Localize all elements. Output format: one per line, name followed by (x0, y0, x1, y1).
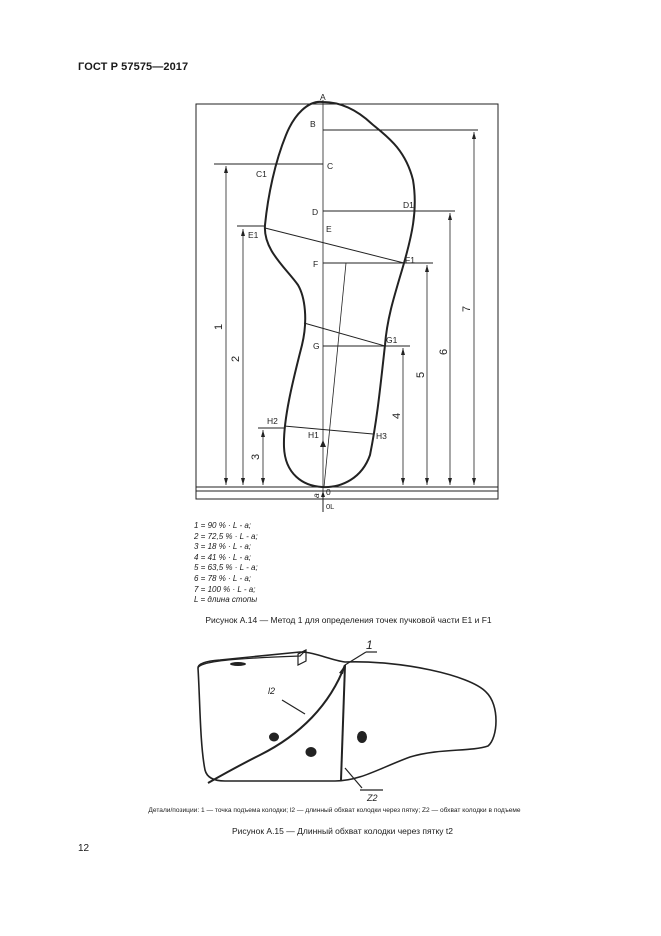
label-e: E (326, 224, 332, 234)
label-z2: Z2 (367, 793, 378, 803)
z2-girth-line (341, 665, 345, 780)
label-h1: H1 (308, 430, 319, 440)
label-f1: F1 (405, 255, 415, 265)
label-g1: G1 (386, 335, 398, 345)
dimension-5: 5 (415, 371, 427, 378)
dimension-3: 3 (250, 453, 262, 460)
document-header: ГОСТ Р 57575—2017 (78, 61, 189, 73)
label-l2: l2 (268, 686, 276, 696)
label-zero-l: 0L (326, 502, 335, 511)
f-to-0-line (324, 263, 346, 487)
legend-item: 3 = 18 % · L - a; (194, 542, 251, 552)
last-hole-1 (269, 733, 279, 742)
page-number: 12 (78, 843, 90, 854)
label-c: C (327, 161, 334, 171)
figure-a14-legend (194, 521, 258, 606)
label-g: G (313, 341, 320, 351)
legend-item: 4 = 41 % · L - a; (194, 552, 251, 562)
dimension-2: 2 (230, 355, 242, 362)
label-h3: H3 (376, 431, 387, 441)
figure-a15-note: Детали/позиции: 1 — точка подъема колодки; l2 — длинный обхват колодки через пятку; Z2 — обхват колодки в подъеме (148, 807, 521, 814)
figure-a15-caption: Рисунок А.15 — Длинный обхват колодки через пятку t2 (231, 826, 453, 836)
label-f: F (313, 259, 319, 269)
label-e1: E1 (248, 230, 259, 240)
e1-f1-line (265, 228, 404, 263)
last-hole-3 (357, 731, 367, 743)
dimension-6: 6 (438, 348, 450, 355)
label-h2: H2 (267, 416, 278, 426)
last-outline (198, 652, 496, 781)
dimension-4: 4 (391, 412, 403, 419)
label-a: A (320, 92, 326, 102)
legend-item: 5 = 63,5 % · L - a; (194, 563, 258, 573)
dimension-1: 1 (213, 323, 225, 330)
legend-item: 1 = 90 % · L - a; (194, 521, 251, 530)
label-b: B (310, 119, 316, 129)
l2-girth-line (208, 665, 345, 783)
label-c1: C1 (256, 169, 267, 179)
label-d: D (312, 207, 319, 217)
drawing-frame (196, 104, 498, 499)
label-a-small: a (311, 493, 321, 498)
figure-a15-drawing (198, 650, 496, 790)
legend-item: 2 = 72,5 % · L - a; (194, 531, 258, 541)
foot-outline (265, 102, 415, 487)
legend-item: L = длина стопы (194, 595, 258, 605)
last-hole-2 (306, 747, 317, 757)
legend-item: 6 = 78 % · L - a; (194, 573, 251, 583)
legend-item: 7 = 100 % · L - a; (194, 584, 256, 594)
label-d1: D1 (403, 200, 414, 210)
dimension-7: 7 (461, 305, 473, 312)
last-slot (230, 662, 246, 666)
label-item-1: 1 (366, 638, 373, 652)
h2-h3-line (284, 426, 373, 434)
label-zero: 0 (326, 487, 331, 497)
figure-a14-caption: Рисунок А.14 — Метод 1 для определения точек пучковой части Е1 и F1 (205, 615, 492, 625)
